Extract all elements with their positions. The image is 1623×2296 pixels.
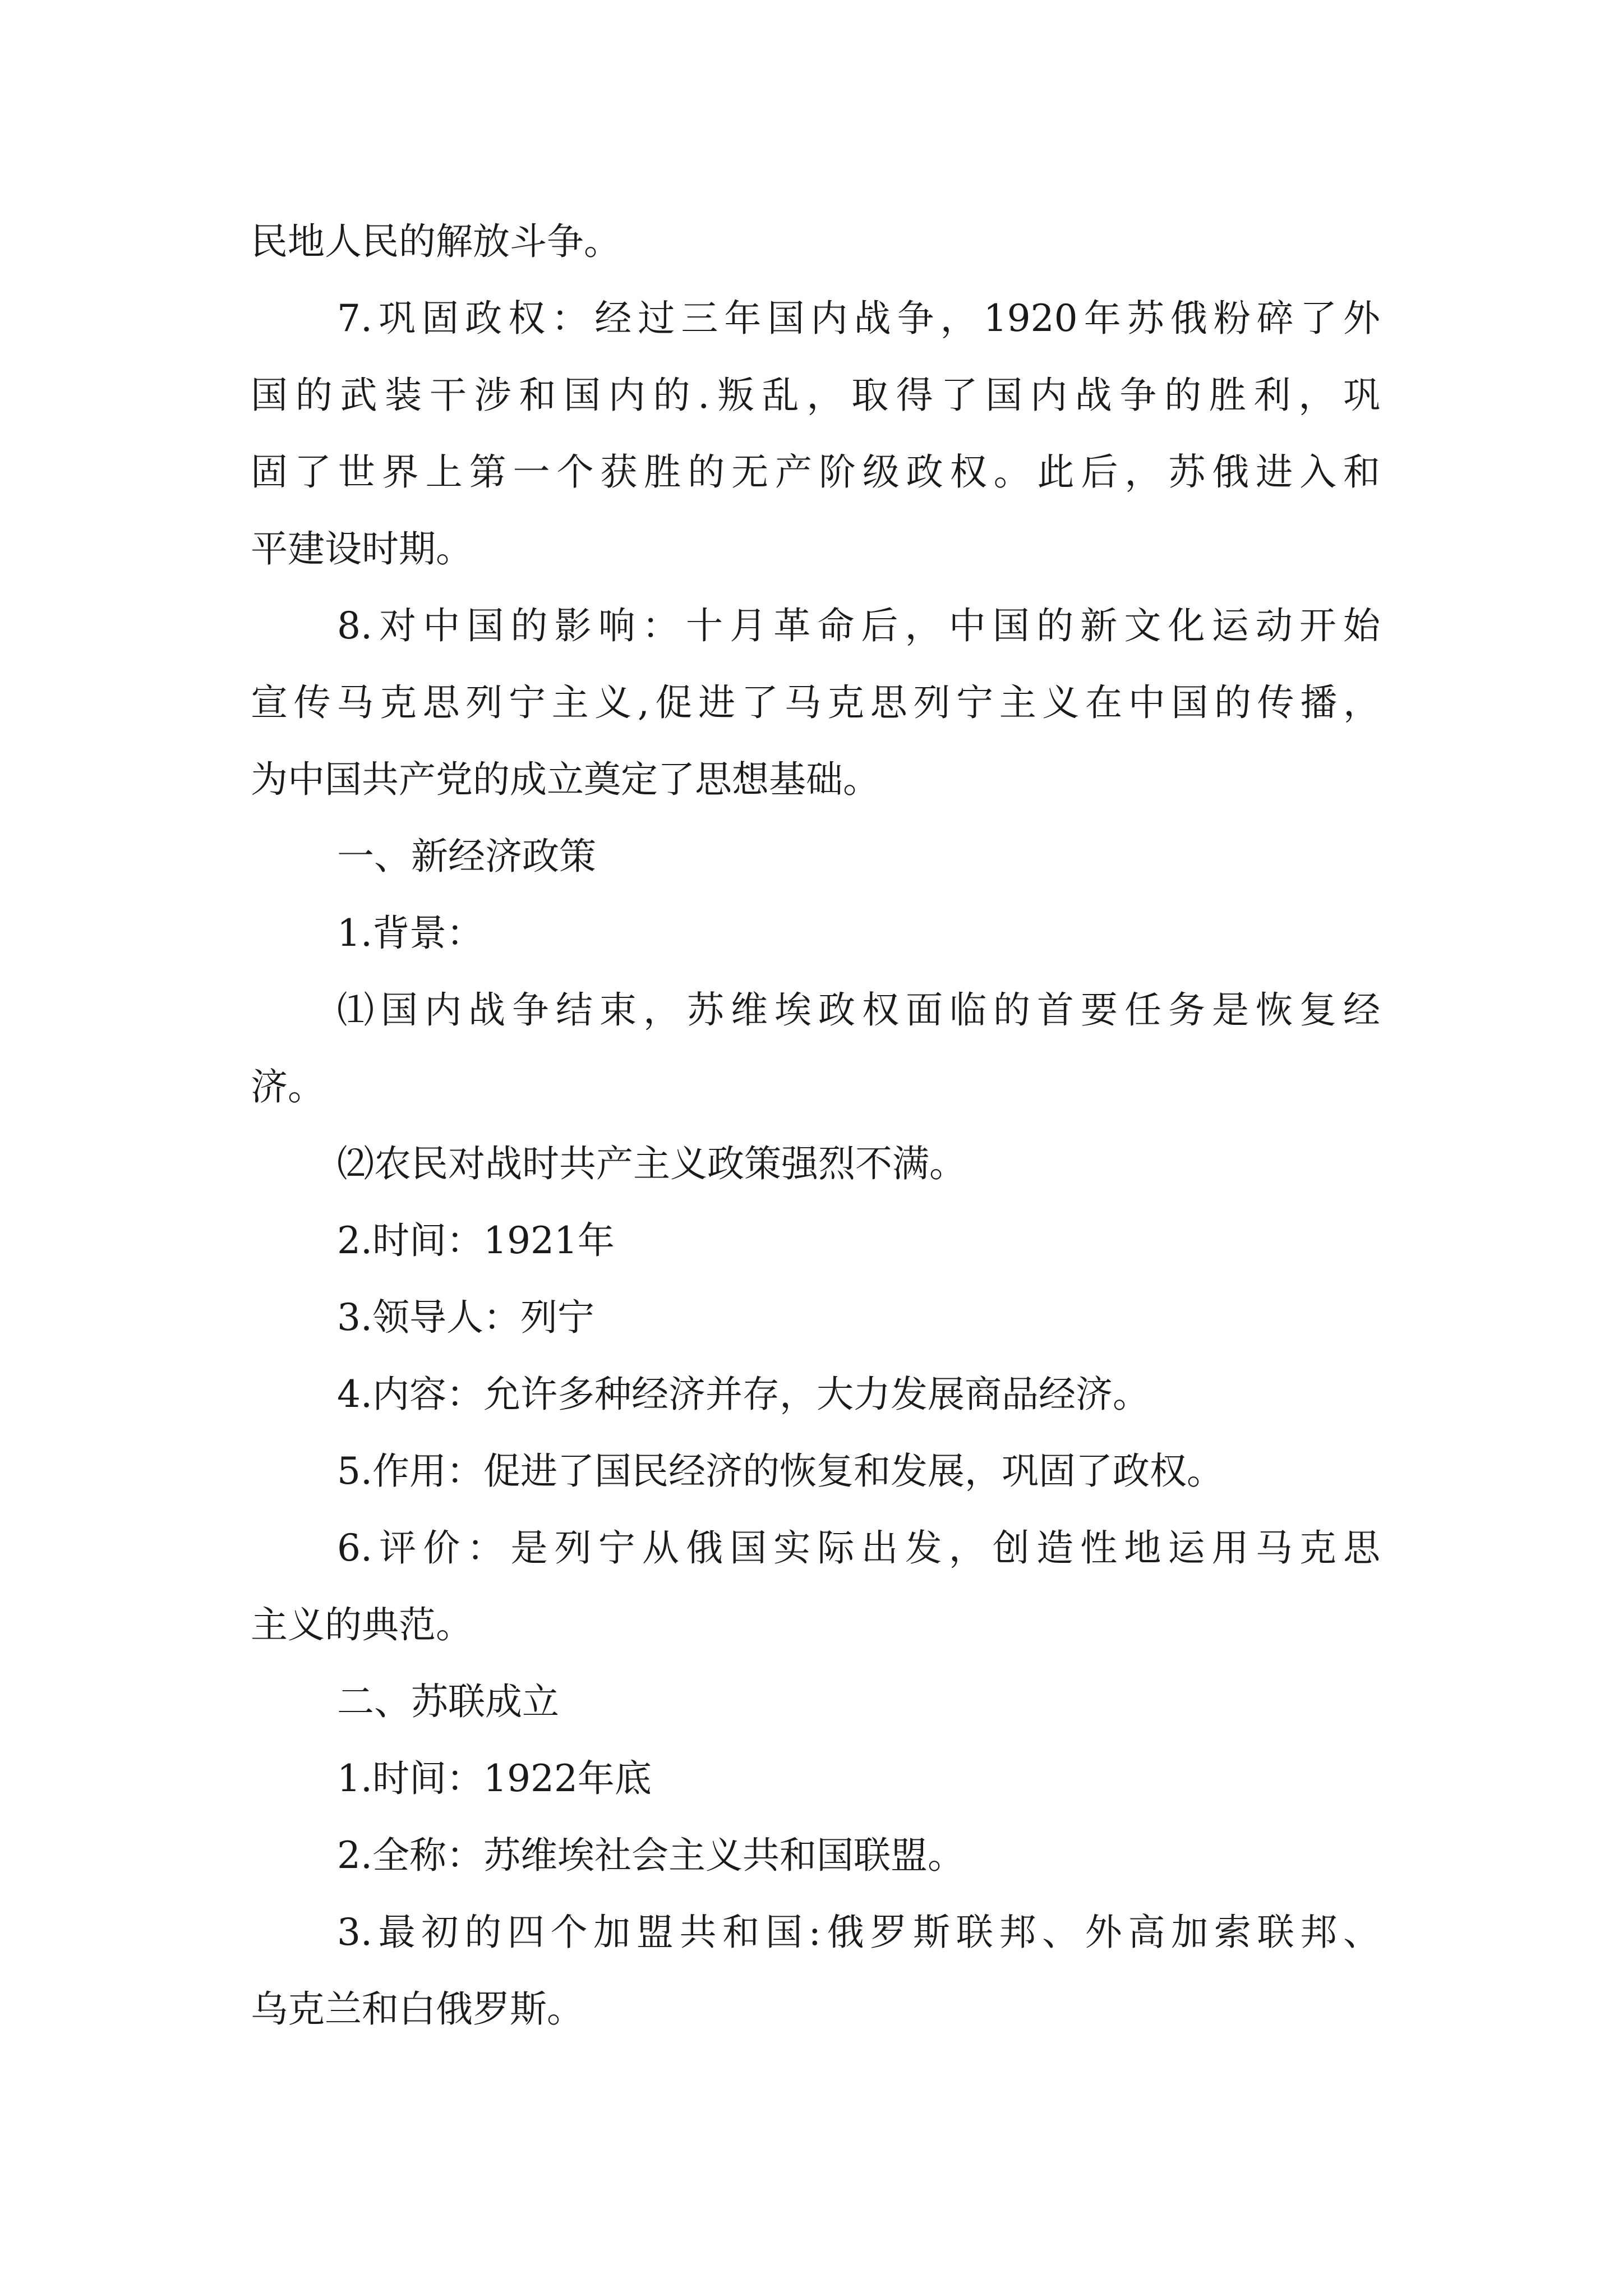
paragraph-line: 2.全称：苏维埃社会主义共和国联盟。: [337, 1834, 965, 1877]
text-line: 为中国共产党的成立奠定了思想基础。: [251, 758, 880, 801]
paragraph-line: 1.背景：: [337, 912, 483, 955]
text-line: 固了世界上第一个获胜的无产阶级政权。此后，苏俄进入和: [251, 450, 1380, 494]
paragraph-line: 3.领导人：列宁: [337, 1296, 594, 1339]
text-line: 宣传马克思列宁主义,促进了马克思列宁主义在中国的传播，: [251, 681, 1380, 724]
text-line: 平建设时期。: [251, 527, 473, 570]
paragraph-line: 2.时间：1921年: [337, 1219, 615, 1262]
section-heading: 一、新经济政策: [337, 835, 596, 878]
paragraph-line: 3.最初的四个加盟共和国:俄罗斯联邦、外高加索联邦、: [337, 1911, 1380, 1954]
paragraph-line: 8.对中国的影响：十月革命后，中国的新文化运动开始: [337, 604, 1380, 647]
text-line: 济。: [251, 1065, 325, 1108]
text-line: 民地人民的解放斗争。: [251, 220, 621, 263]
paragraph-line: 5.作用：促进了国民经济的恢复和发展，巩固了政权。: [337, 1450, 1224, 1493]
text-line: 国的武装干涉和国内的.叛乱，取得了国内战争的胜利，巩: [251, 374, 1380, 417]
paragraph-line: 7.巩固政权：经过三年国内战争，1920年苏俄粉碎了外: [337, 297, 1380, 340]
paragraph-line: ⑴国内战争结束，苏维埃政权面临的首要任务是恢复经: [337, 988, 1380, 1032]
paragraph-line: ⑵农民对战时共产主义政策强烈不满。: [337, 1142, 966, 1185]
paragraph-line: 6.评价：是列宁从俄国实际出发，创造性地运用马克思: [337, 1526, 1380, 1570]
text-line: 乌克兰和白俄罗斯。: [251, 1987, 584, 2031]
paragraph-line: 1.时间：1922年底: [337, 1757, 652, 1800]
text-line: 主义的典范。: [251, 1603, 473, 1646]
paragraph-line: 4.内容：允许多种经济并存，大力发展商品经济。: [337, 1373, 1150, 1416]
section-heading: 二、苏联成立: [337, 1680, 559, 1723]
